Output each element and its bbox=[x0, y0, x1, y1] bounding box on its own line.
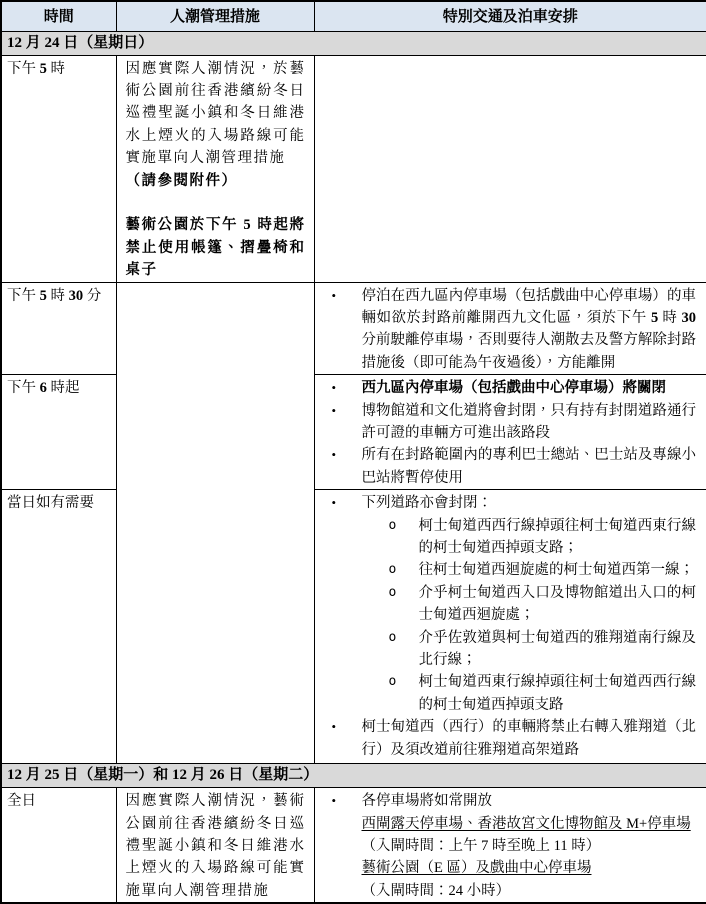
crowd-measures-cell bbox=[116, 282, 314, 764]
traffic-parking-cell bbox=[314, 55, 706, 282]
paragraph bbox=[126, 170, 306, 192]
text-run: 時起將禁止使用帳篷、摺疊椅和桌子 bbox=[125, 217, 306, 279]
col-header-crowd-measures: 人潮管理措施 bbox=[116, 1, 314, 31]
text-run: 柯士甸道西（西行）的車輛將禁止右轉入雅翔道（北行）及須改道前往雅翔道高架道路 bbox=[361, 719, 696, 758]
text-run: （入閘時間：24 小時） bbox=[361, 882, 511, 899]
text-run: 時 bbox=[46, 60, 65, 77]
text-run: （請參閱附件） bbox=[125, 172, 238, 189]
schedule-row bbox=[1, 55, 706, 282]
paragraph bbox=[7, 285, 113, 307]
schedule-row bbox=[1, 788, 706, 904]
list-item-text bbox=[362, 400, 697, 445]
paragraph bbox=[7, 58, 113, 80]
text-run: 因應實際人潮情況，藝術公園前往香港繽紛冬日巡禮聖誕小鎮和冬日維港水上煙火的入場路線可能實施單向人潮管理措施 bbox=[125, 793, 306, 899]
text-run: 當日如有需要 bbox=[7, 495, 94, 512]
blank-line bbox=[126, 192, 306, 214]
bullet-icon: • bbox=[331, 495, 337, 511]
text-run: 各停車場將如常開放 bbox=[361, 793, 492, 810]
text-run: 30 bbox=[68, 287, 84, 304]
list-item-text bbox=[419, 671, 697, 716]
list-item-text bbox=[362, 285, 697, 375]
text-run: 30 bbox=[681, 309, 697, 326]
bullet-item bbox=[332, 444, 697, 489]
text-run: 時起 bbox=[46, 380, 80, 397]
time-cell bbox=[1, 490, 116, 764]
crowd-measures-cell bbox=[116, 788, 314, 904]
text-run: 5 bbox=[39, 60, 47, 77]
list-item-text bbox=[362, 444, 697, 489]
sub-bullet-item bbox=[389, 671, 697, 716]
text-run: 時 bbox=[46, 287, 69, 304]
paragraph bbox=[7, 790, 113, 812]
traffic-parking-cell bbox=[314, 788, 706, 904]
text-run: 介乎佐敦道與柯士甸道西的雅翔道南行線及北行線； bbox=[418, 629, 696, 669]
bullet-item bbox=[332, 400, 697, 445]
bullet-icon: • bbox=[331, 402, 337, 418]
date-section-label: 12 月 25 日（星期一）和 12 月 26 日（星期二） bbox=[1, 764, 706, 788]
text-run: 柯士甸道西東行線掉頭往柯士甸道西西行線的柯士甸道西掉頭支路 bbox=[418, 674, 696, 713]
date-section-label: 12 月 24 日（星期日） bbox=[1, 31, 706, 55]
column-header-row bbox=[1, 1, 706, 31]
bullet-icon: • bbox=[331, 287, 337, 303]
text-run: 6 bbox=[39, 380, 47, 397]
text-run: 分 bbox=[83, 287, 102, 304]
schedule-row bbox=[1, 490, 706, 764]
text-run: 因應實際人潮情況，於藝術公園前往香港繽紛冬日巡禮聖誕小鎮和冬日維港水上煙火的入場路線可能實施單向人潮管理措施 bbox=[125, 60, 306, 167]
text-run: 下午 bbox=[7, 287, 40, 304]
list-item-text bbox=[362, 716, 697, 761]
text-run: 博物館道和文化道將會封閉，只有持有封閉道路通行許可證的車輛方可進出該路段 bbox=[361, 402, 696, 441]
text-run: 介乎柯士甸道西入口及博物館道出入口的柯士甸道西迴旋處； bbox=[418, 584, 696, 624]
time-cell bbox=[1, 788, 116, 904]
date-section-row bbox=[1, 31, 706, 55]
list-item-text bbox=[419, 559, 697, 581]
list-item-text bbox=[419, 627, 697, 672]
circle-bullet-icon: o bbox=[388, 674, 397, 690]
traffic-parking-cell bbox=[314, 490, 706, 764]
time-cell bbox=[1, 55, 116, 282]
bullet-item bbox=[332, 377, 697, 399]
text-run: 分前駛離停車場，否則要待人潮散去及警方解除封路措施後（即可能為午夜過後），方能離開 bbox=[361, 332, 696, 371]
text-run: 藝術公園於下午 bbox=[125, 217, 244, 234]
text-run: 西九區內停車場（包括戲曲中心停車場）將關閉 bbox=[361, 380, 666, 397]
circle-bullet-icon: o bbox=[388, 629, 397, 645]
bullet-item bbox=[332, 716, 697, 761]
paragraph bbox=[362, 835, 697, 857]
list-item-text bbox=[362, 790, 697, 812]
table-body bbox=[1, 31, 706, 903]
text-run: 所有在封路範圍內的專利巴士總站、巴士站及專線小巴站將暫停使用 bbox=[361, 447, 696, 486]
sub-bullet-item bbox=[389, 559, 697, 581]
col-header-time: 時間 bbox=[1, 1, 116, 31]
list-item-text bbox=[419, 582, 697, 627]
list-item-text bbox=[362, 492, 697, 514]
text-run: 全日 bbox=[7, 793, 36, 810]
text-run: 停泊在西九區內停車場（包括戲曲中心停車場）的車輛如欲於封路前離開西九文化區，須於下午 bbox=[361, 287, 696, 326]
bullet-icon: • bbox=[331, 447, 337, 463]
text-run: 時 bbox=[658, 309, 682, 326]
paragraph bbox=[362, 813, 697, 835]
bullet-item bbox=[332, 790, 697, 812]
col-header-traffic-parking: 特別交通及泊車安排 bbox=[314, 1, 706, 31]
paragraph bbox=[362, 857, 697, 879]
paragraph bbox=[126, 214, 306, 281]
bullet-icon: • bbox=[331, 793, 337, 809]
paragraph bbox=[126, 58, 306, 170]
crowd-measures-cell bbox=[116, 55, 314, 282]
list-item-text bbox=[419, 515, 697, 560]
bullet-item bbox=[332, 285, 697, 375]
list-item-text bbox=[362, 377, 697, 399]
date-section-row bbox=[1, 764, 706, 788]
circle-bullet-icon: o bbox=[388, 562, 397, 578]
sub-bullet-item bbox=[389, 582, 697, 627]
text-run: 西閘露天停車場、香港故宮文化博物館及 M+停車場 bbox=[361, 815, 691, 832]
traffic-parking-cell bbox=[314, 375, 706, 490]
circle-bullet-icon: o bbox=[388, 584, 397, 600]
text-run: 柯士甸道西西行線掉頭往柯士甸道西東行線的柯士甸道西掉頭支路； bbox=[418, 517, 696, 557]
text-run: 5 bbox=[650, 309, 659, 326]
paragraph bbox=[7, 492, 113, 514]
paragraph bbox=[362, 880, 697, 902]
bullet-icon: • bbox=[331, 719, 337, 735]
text-run: 下列道路亦會封閉： bbox=[361, 495, 492, 512]
traffic-parking-cell bbox=[314, 282, 706, 375]
paragraph bbox=[7, 377, 113, 399]
sub-bullet-item bbox=[389, 627, 697, 672]
text-run: 下午 bbox=[7, 380, 40, 397]
sub-bullet-item bbox=[389, 515, 697, 560]
schedule-row bbox=[1, 375, 706, 490]
time-cell bbox=[1, 282, 116, 375]
paragraph bbox=[126, 790, 306, 902]
bullet-item bbox=[332, 492, 697, 514]
text-run: 5 bbox=[243, 217, 253, 234]
text-run: 藝術公園（E 區）及戲曲中心停車場 bbox=[361, 860, 592, 877]
text-run: 下午 bbox=[7, 60, 40, 77]
text-run: 5 bbox=[39, 287, 47, 304]
text-run: 往柯士甸道西迴旋處的柯士甸道西第一線； bbox=[418, 562, 694, 579]
time-cell bbox=[1, 375, 116, 490]
schedule-row bbox=[1, 282, 706, 375]
text-run: （入閘時間：上午 7 時至晚上 11 時） bbox=[361, 838, 601, 855]
bullet-icon: • bbox=[331, 380, 337, 396]
circle-bullet-icon: o bbox=[388, 517, 397, 533]
